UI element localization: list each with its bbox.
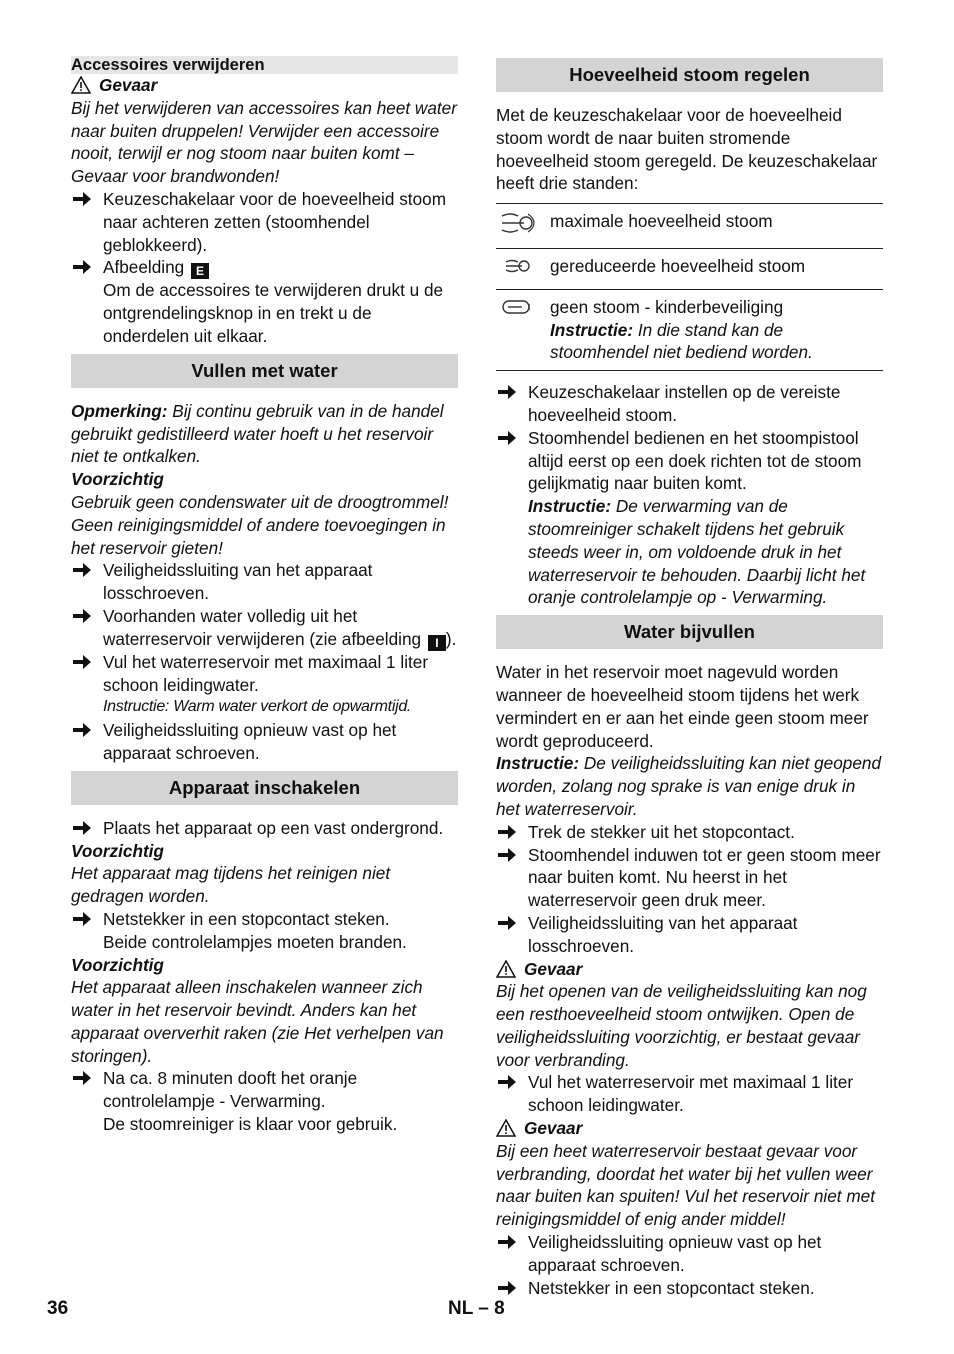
step-text: Keuzeschakelaar voor de hoeveelheid stoom naar achteren zetten (stoomhendel geblokkeerd). — [103, 188, 447, 255]
step-text: Trek de stekker uit het stopcontact. — [528, 821, 795, 842]
voorzichtig-label: Voorzichtig — [71, 469, 164, 490]
step-item — [496, 427, 883, 495]
step-item — [71, 651, 458, 697]
step-item — [71, 605, 458, 651]
step-text: Veiligheidssluiting van het apparaat losschroeven. — [528, 912, 798, 956]
step-text: Veiligheidssluiting opnieuw vast op het apparaat schroeven. — [103, 720, 397, 763]
gevaar-label: Gevaar — [524, 1118, 583, 1139]
arrow-right-icon — [71, 719, 93, 741]
reduced-steam-icon — [498, 255, 538, 277]
arrow-right-icon — [71, 559, 93, 581]
voorzichtig-label: Voorzichtig — [71, 840, 164, 861]
arrow-right-icon — [496, 821, 518, 843]
step-text-end: ). — [445, 628, 457, 649]
gevaar-text: Bij het openen van de veiligheidssluiting kan nog een resthoeveelheid stoom ontwijken. Open de veiligheidssluiting voorzichtig, er bestaat gevaar voor verbranding. — [496, 981, 867, 1070]
arrow-right-icon — [496, 1071, 518, 1093]
opmerking-paragraph — [71, 400, 458, 468]
step-item — [496, 912, 883, 958]
section-vullen-met-water: Vullen met water — [71, 354, 458, 388]
arrow-right-icon — [496, 1277, 518, 1299]
voorzichtig-text: Gebruik geen condenswater uit de droogtrommel! — [71, 491, 449, 512]
section-hoeveelheid-stoom-regelen: Hoeveelheid stoom regelen — [496, 58, 883, 92]
voorzichtig-text: Geen reinigingsmiddel of andere toevoegingen in het reservoir gieten! — [71, 514, 446, 558]
voorzichtig-text: Het apparaat mag tijdens het reinigen niet gedragen worden. — [71, 863, 391, 907]
step-item — [71, 908, 458, 931]
gevaar-text: Bij een heet waterreservoir bestaat gevaar voor verbranding, doordat het water bij het vullen weer naar buiten kan spuiten! Vul het reservoir niet met reinigingsmiddel of enig ander middel! — [496, 1140, 875, 1230]
arrow-right-icon — [71, 908, 93, 930]
voorzichtig-text: Het apparaat alleen inschakelen wanneer zich water in het reservoir bevindt. Anders kan het apparaat oververhit raken (zie Het verhelpen van storingen). — [71, 977, 444, 1066]
step-item — [496, 381, 883, 427]
step-item — [71, 719, 458, 765]
arrow-right-icon — [71, 1067, 93, 1089]
arrow-right-icon — [496, 381, 518, 403]
right-column — [496, 56, 883, 1299]
page-label: NL – 8 — [448, 1298, 505, 1319]
bijvullen-paragraph: Water in het reservoir moet nagevuld worden wanneer de hoeveelheid stoom tijdens het werk vermindert en er aan het einde geen stoom meer wordt geproduceerd. — [496, 662, 869, 751]
warning-triangle-icon — [496, 960, 516, 978]
arrow-right-icon — [71, 605, 93, 627]
table-text-cell: maximale hoeveelheid stoom — [550, 211, 773, 232]
step-text: Voorhanden water volledig uit het waterreservoir verwijderen (zie afbeelding — [103, 605, 422, 649]
arrow-right-icon — [71, 651, 93, 673]
instructie-label: Instructie: — [496, 753, 580, 774]
step-item — [496, 1277, 883, 1300]
step-item — [496, 821, 883, 844]
instructie-text: In die stand kan de stoomhendel niet bediend worden. — [550, 319, 813, 363]
table-row — [496, 248, 883, 289]
step-text: Stoomhendel bedienen en het stoompistool altijd eerst op een doek richten tot de stoom gelijkmatig naar buiten komt. — [528, 427, 862, 494]
instructie-label: Instructie: — [550, 319, 634, 340]
warning-gevaar-2 — [496, 958, 883, 981]
arrow-right-icon — [71, 256, 93, 278]
intro-paragraph: Met de keuzeschakelaar voor de hoeveelheid stoom wordt de naar buiten stromende hoeveelheid stoom geregeld. De keuzeschakelaar heeft drie standen: — [496, 105, 878, 194]
step-item — [496, 1231, 883, 1277]
voorzichtig-label: Voorzichtig — [71, 954, 164, 975]
step-text: Plaats het apparaat op een vast ondergrond. — [103, 817, 444, 838]
no-steam-icon — [498, 296, 538, 318]
step-text: Netstekker in een stopcontact steken. — [103, 908, 390, 929]
figure-badge: I — [428, 635, 446, 651]
step-text: Na ca. 8 minuten dooft het oranje controlelampje - Verwarming. — [103, 1068, 358, 1112]
max-steam-icon — [498, 210, 538, 236]
table-icon-cell — [496, 248, 550, 289]
table-icon-cell — [496, 204, 550, 249]
gevaar-label: Gevaar — [524, 958, 583, 979]
step-text: Netstekker in een stopcontact steken. — [528, 1277, 815, 1298]
instructie-paragraph — [496, 495, 883, 609]
step-item — [71, 256, 458, 279]
table-row — [496, 204, 883, 249]
step-text: Veiligheidssluiting van het apparaat losschroeven. — [103, 560, 373, 604]
table-text-cell: gereduceerde hoeveelheid stoom — [550, 255, 806, 276]
step-continuation: Om de accessoires te verwijderen drukt u de ontgrendelingsknop in en trekt u de onderdelen uit elkaar. — [103, 280, 444, 346]
step-item — [71, 817, 458, 840]
step-item — [71, 559, 458, 605]
table-row — [496, 289, 883, 370]
step-continuation: De stoomreiniger is klaar voor gebruik. — [103, 1114, 398, 1135]
step-text: Veiligheidssluiting opnieuw vast op het apparaat schroeven. — [528, 1232, 822, 1275]
step-continuation: Beide controlelampjes moeten branden. — [103, 931, 407, 952]
instructie-paragraph — [496, 752, 883, 820]
warning-gevaar-3 — [496, 1117, 883, 1140]
step-text: Stoomhendel induwen tot er geen stoom meer naar buiten komt. Nu heerst in het waterreservoir geen druk meer. — [528, 844, 881, 911]
step-item — [71, 1067, 458, 1113]
opmerking-text: Bij continu gebruik van in de handel gebruikt gedistilleerd water hoeft u het reservoir niet te ontkalken. — [71, 400, 444, 467]
table-row-text: geen stoom - kinderbeveiliging — [550, 296, 784, 317]
instructie-label: Instructie: — [528, 496, 612, 517]
arrow-right-icon — [496, 912, 518, 934]
arrow-right-icon — [496, 427, 518, 449]
arrow-right-icon — [71, 817, 93, 839]
arrow-right-icon — [496, 844, 518, 866]
left-column — [71, 56, 458, 1136]
table-instructie — [550, 319, 883, 365]
heading-accessoires-verwijderen: Accessoires verwijderen — [71, 56, 458, 74]
table-icon-cell — [496, 289, 550, 370]
opmerking-label: Opmerking: — [71, 400, 168, 421]
step-item — [496, 844, 883, 912]
gevaar-label: Gevaar — [99, 75, 158, 95]
section-apparaat-inschakelen: Apparaat inschakelen — [71, 771, 458, 805]
warning-triangle-icon — [71, 76, 91, 94]
gevaar-text: Bij het verwijderen van accessoires kan heet water naar buiten druppelen! Verwijder een accessoire nooit, terwijl er nog stoom naar buiten komt – Gevaar voor brandwonden! — [71, 97, 457, 187]
step-text: Vul het waterreservoir met maximaal 1 liter schoon leidingwater. — [103, 651, 429, 695]
step-item — [496, 1071, 883, 1117]
step-text: Vul het waterreservoir met maximaal 1 liter schoon leidingwater. — [528, 1072, 854, 1116]
instructie-text: De verwarming van de stoomreiniger schakelt tijdens het gebruik steeds weer in, om voldoende druk in het waterreservoir te behouden. Daarbij licht het oranje controlelampje op - Verwarming. — [528, 496, 866, 608]
arrow-right-icon — [71, 188, 93, 210]
page-number: 36 — [47, 1298, 69, 1319]
warning-gevaar-1 — [71, 74, 458, 97]
section-water-bijvullen: Water bijvullen — [496, 615, 883, 649]
instructie-note: Instructie: Warm water verkort de opwarmtijd. — [103, 698, 412, 716]
steam-settings-table — [496, 203, 883, 371]
step-text: Keuzeschakelaar instellen op de vereiste hoeveelheid stoom. — [528, 382, 841, 425]
table-text-cell — [550, 289, 883, 370]
arrow-right-icon — [496, 1231, 518, 1253]
step-item — [71, 188, 458, 256]
instructie-text: De veiligheidssluiting kan niet geopend worden, zolang nog sprake is van enige druk in het waterreservoir. — [496, 753, 882, 819]
step-text: Afbeelding — [103, 257, 185, 278]
figure-badge: E — [191, 263, 209, 279]
warning-triangle-icon — [496, 1119, 516, 1137]
